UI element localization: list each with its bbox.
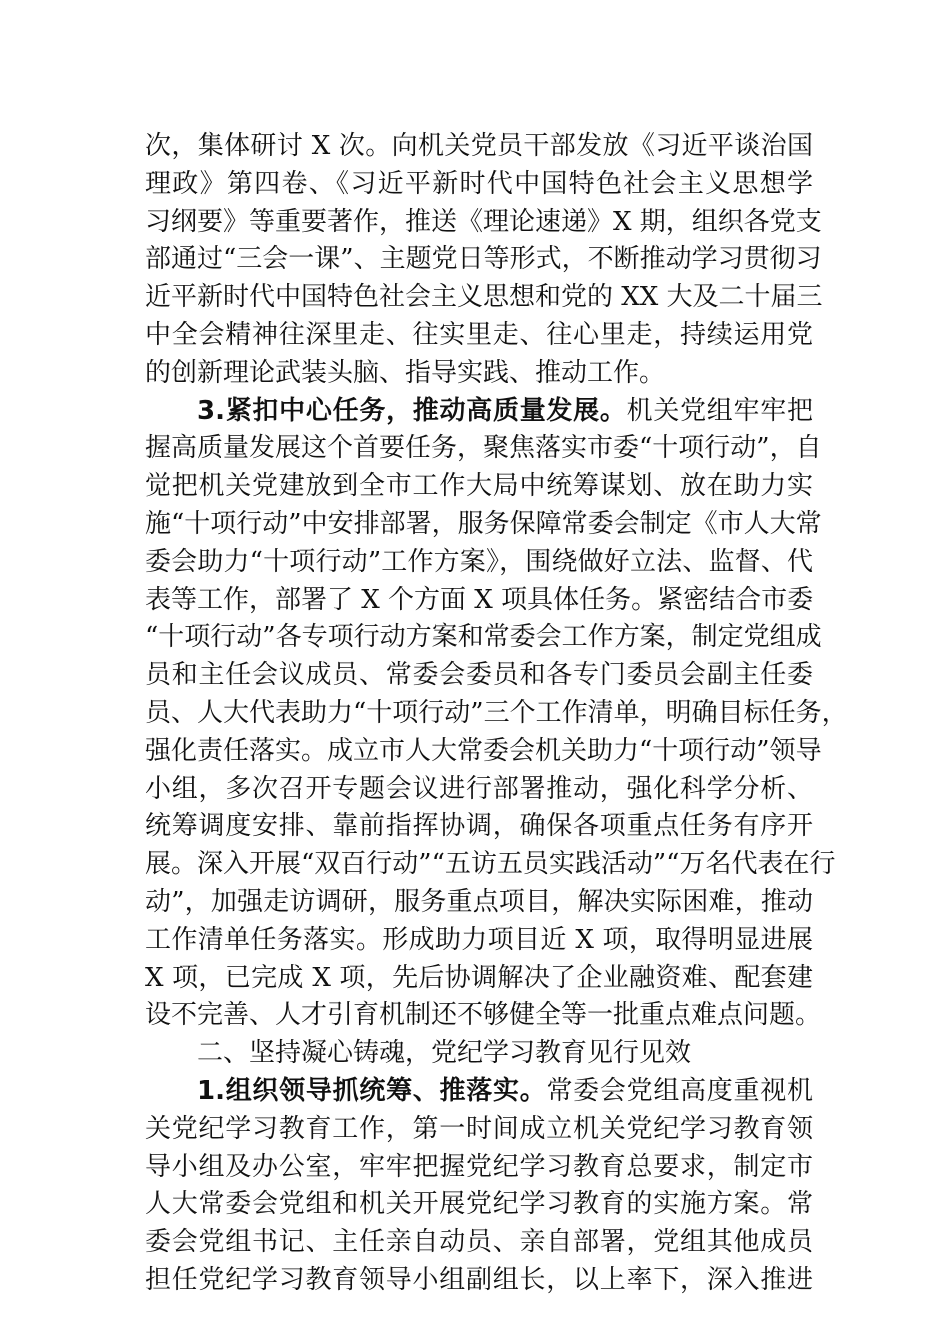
text-line: 部通过“三会一课”、主题党日等形式，不断推动学习贯彻习 xyxy=(145,244,822,275)
text-line: 委会助力“十项行动”工作方案》，围绕做好立法、监督、代 xyxy=(145,546,813,577)
text-line: 表等工作，部署了 X 个方面 X 项具体任务。紧密结合市委 xyxy=(145,584,814,615)
text-line: 担任党纪学习教育领导小组副组长，以上率下，深入推进 xyxy=(145,1264,813,1295)
text-line: “十项行动”各专项行动方案和常委会工作方案，制定党组成 xyxy=(145,622,822,653)
text-line: 觉把机关党建放到全市工作大局中统筹谋划、放在助力实 xyxy=(145,471,813,502)
text-line: 习纲要》等重要著作，推送《理论速递》X 期，组织各党支 xyxy=(145,206,822,237)
text-line: 施“十项行动”中安排部署，服务保障常委会制定《市人大常 xyxy=(145,508,822,539)
text-line: 导小组及办公室，牢牢把握党纪学习教育总要求，制定市 xyxy=(145,1151,813,1182)
paragraph-organization-leadership xyxy=(145,1073,813,1300)
paragraph-bold-lead: 1.组织领导抓统筹、推落实。 xyxy=(197,1075,547,1106)
text-line: 中全会精神往深里走、往实里走、往心里走，持续运用党 xyxy=(145,319,813,350)
section-heading: 二、坚持凝心铸魂，党纪学习教育见行见效 xyxy=(197,1038,692,1069)
text-line: 的创新理论武装头脑、指导实践、推动工作。 xyxy=(145,357,666,388)
text-line: 工作清单任务落实。形成助力项目近 X 项，取得明显进展 xyxy=(145,924,813,955)
text-line: 次，集体研讨 X 次。向机关党员干部发放《习近平谈治国 xyxy=(145,131,813,161)
text-line: 展。深入开展“双百行动”“五访五员实践活动”“万名代表在行 xyxy=(145,849,836,880)
text-fragment: 常委会党组高度重视机 xyxy=(546,1075,813,1106)
text-line: 人大常委会党组和机关开展党纪学习教育的实施方案。常 xyxy=(145,1189,813,1220)
text-line: 理政》第四卷、《习近平新时代中国特色社会主义思想学 xyxy=(145,168,813,199)
text-line: 员和主任会议成员、常委会委员和各专门委员会副主任委 xyxy=(145,660,813,691)
text-line: 委会党组书记、主任亲自动员、亲自部署，党组其他成员 xyxy=(145,1227,813,1258)
paragraph-first-line xyxy=(145,1073,813,1111)
paragraph-theory-study xyxy=(145,128,823,393)
text-fragment: 机关党组牢牢把 xyxy=(626,395,813,426)
document-body xyxy=(145,128,848,1300)
text-line: 近平新时代中国特色社会主义思想和党的 XX 大及二十届三 xyxy=(145,282,823,313)
text-line: 小组，多次召开专题会议进行部署推动，强化科学分析、 xyxy=(145,773,813,804)
text-line: 统筹调度安排、靠前指挥协调，确保各项重点任务有序开 xyxy=(145,811,813,842)
text-line: 强化责任落实。成立市人大常委会机关助力“十项行动”领导 xyxy=(145,735,822,766)
text-line: X 项，已完成 X 项，先后协调解决了企业融资难、配套建 xyxy=(145,962,813,993)
paragraph-first-line xyxy=(145,393,813,431)
paragraph-bold-lead: 3.紧扣中心任务，推动高质量发展。 xyxy=(197,395,627,426)
text-line: 设不完善、人才引育机制还不够健全等一批重点难点问题。 xyxy=(145,1000,822,1031)
text-line: 员、人大代表助力“十项行动”三个工作清单，明确目标任务， xyxy=(145,697,848,728)
text-line: 关党纪学习教育工作，第一时间成立机关党纪学习教育领 xyxy=(145,1113,813,1144)
text-line: 动”，加强走访调研，服务重点项目，解决实际困难，推动 xyxy=(145,886,813,917)
text-line: 握高质量发展这个首要任务，聚焦落实市委“十项行动”，自 xyxy=(145,433,822,464)
paragraph-central-tasks xyxy=(145,393,848,1036)
